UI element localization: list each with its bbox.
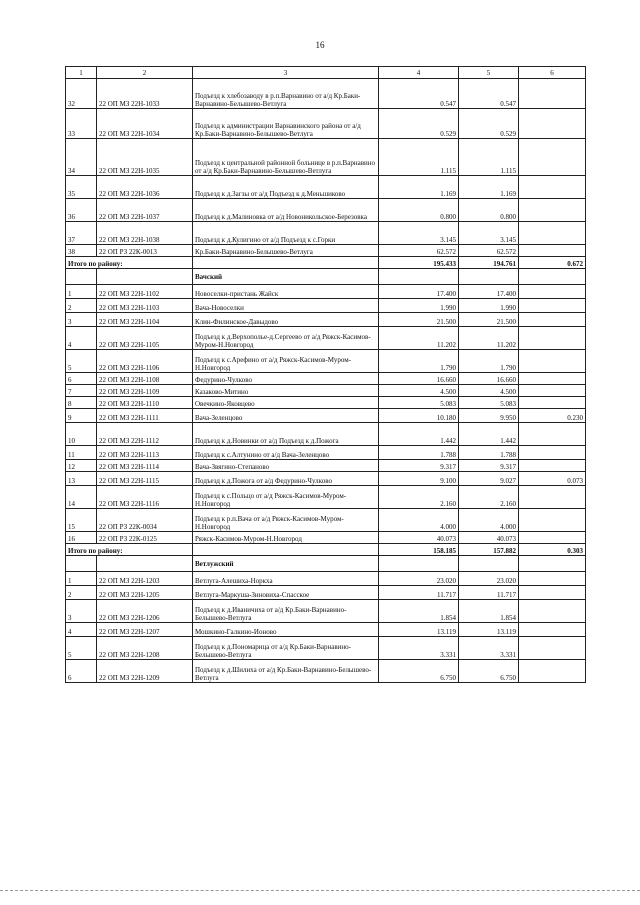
road-name: Подъезд к администрации Варнавинского района от а/д Кр.Баки-Варнавино-Белышево-Ветлуга [193,109,379,139]
length-col5: 1.788 [459,446,519,460]
length-total: 6.750 [379,660,459,683]
length-total: 40.073 [379,532,459,544]
road-id: 22 ОП МЗ 22Н-1102 [97,285,193,299]
total-length: 158.185 [379,544,459,556]
road-name: Федурино-Чулково [193,373,379,385]
length-col6 [519,509,586,532]
table-row [66,385,586,397]
length-col6: 0.230 [519,409,586,423]
scan-edge-line [0,890,640,893]
empty-cell [66,269,97,285]
row-number: 4 [66,623,97,637]
table-row [66,176,586,199]
length-col6 [519,397,586,409]
length-col5: 1.169 [459,176,519,199]
length-col5: 1.854 [459,600,519,623]
road-id: 22 ОП МЗ 22Н-1033 [97,79,193,109]
empty-cell [97,269,193,285]
table-row [66,423,586,446]
district-name: Ветлужский [193,556,379,572]
road-id: 22 ОП МЗ 22Н-1209 [97,660,193,683]
empty-cell [66,556,97,572]
road-name: Подъезд к д.Шилиха от а/д Кр.Баки-Варнавино-Белышево-Ветлуга [193,660,379,683]
table-row [66,199,586,222]
row-number: 2 [66,586,97,600]
road-name: Казаково-Митино [193,385,379,397]
road-id: 22 ОП РЗ 22К-0034 [97,509,193,532]
table-row [66,472,586,486]
table-row [66,327,586,350]
district-total-row [66,257,586,269]
road-name: Подъезд к д.Пожога от а/д Федурино-Чулково [193,472,379,486]
empty-cell [459,556,519,572]
row-number: 14 [66,486,97,509]
length-total: 3.145 [379,222,459,245]
row-number: 5 [66,350,97,373]
length-total: 5.083 [379,397,459,409]
length-col5: 6.750 [459,660,519,683]
road-id: 22 ОП МЗ 22Н-1116 [97,486,193,509]
length-total: 1.169 [379,176,459,199]
table-row [66,222,586,245]
road-name: Мошкино-Галкино-Ионово [193,623,379,637]
row-number: 7 [66,385,97,397]
table-row [66,509,586,532]
table-row [66,460,586,472]
row-number: 6 [66,660,97,683]
length-col6 [519,660,586,683]
road-name: Подъезд к р.п.Вача от а/д Ряжск-Касимов-Муром-Н.Новгород [193,509,379,532]
length-col6: 0.073 [519,472,586,486]
row-number: 6 [66,373,97,385]
road-id: 22 ОП МЗ 22Н-1203 [97,572,193,586]
length-col6 [519,385,586,397]
total-label: Итого по району: [66,544,193,556]
total-empty [193,257,379,269]
empty-cell [379,556,459,572]
table-row [66,486,586,509]
length-col5: 4.000 [459,509,519,532]
table-row [66,109,586,139]
length-total: 17.400 [379,285,459,299]
road-id: 22 ОП МЗ 22Н-1109 [97,385,193,397]
row-number: 3 [66,600,97,623]
road-name: Клин-Филинское-Давыдово [193,313,379,327]
total-label: Итого по району: [66,257,193,269]
road-id: 22 ОП МЗ 22Н-1034 [97,109,193,139]
table-header-row [66,67,586,79]
road-id: 22 ОП МЗ 22Н-1207 [97,623,193,637]
length-col6 [519,327,586,350]
table-row [66,397,586,409]
table-row [66,245,586,257]
table-row [66,299,586,313]
total-col6: 0.672 [519,257,586,269]
length-col6 [519,109,586,139]
length-col6 [519,373,586,385]
length-col5: 0.529 [459,109,519,139]
row-number: 3 [66,313,97,327]
table-row [66,79,586,109]
length-total: 13.119 [379,623,459,637]
road-name: Вача-Зеленцово [193,409,379,423]
length-col5: 1.790 [459,350,519,373]
road-name: Подъезд к с.Алтунино от а/д Вача-Зеленцово [193,446,379,460]
row-number: 5 [66,637,97,660]
roads-table-body [66,67,586,683]
road-name: Овечкино-Яковцево [193,397,379,409]
road-name: Подъезд к д.Пономарица от а/д Кр.Баки-Варнавино-Белышево-Ветлуга [193,637,379,660]
road-name: Подъезд к с.Польцо от а/д Ряжск-Касимов-Муром-Н.Новгород [193,486,379,509]
road-name: Ряжск-Касимов-Муром-Н.Новгород [193,532,379,544]
length-col6 [519,623,586,637]
road-id: 22 ОП РЗ 22К-0013 [97,245,193,257]
row-number: 37 [66,222,97,245]
row-number: 16 [66,532,97,544]
road-id: 22 ОП МЗ 22Н-1205 [97,586,193,600]
table-row [66,350,586,373]
length-total: 4.500 [379,385,459,397]
length-col5: 3.145 [459,222,519,245]
length-col6 [519,245,586,257]
length-col5: 11.202 [459,327,519,350]
length-total: 1.854 [379,600,459,623]
length-col6 [519,486,586,509]
length-col5: 1.990 [459,299,519,313]
row-number: 35 [66,176,97,199]
length-total: 1.790 [379,350,459,373]
road-name: Подъезд к хлебозаводу в р.п.Варнавино от а/д Кр.Баки-Варнавино-Белышево-Ветлуга [193,79,379,109]
table-row [66,532,586,544]
length-col5: 1.115 [459,139,519,176]
road-name: Подъезд к д.Новинки от а/д Подъезд к д.Пожога [193,423,379,446]
road-name: Ветлуга-Маркуша-Зиновиха-Спасское [193,586,379,600]
header-cell: 6 [519,67,586,79]
length-col5: 3.331 [459,637,519,660]
length-total: 0.800 [379,199,459,222]
road-name: Подъезд к д.Загзы от а/д Подъезд к д.Меньшиково [193,176,379,199]
road-name: Кр.Баки-Варнавино-Белышево-Ветлуга [193,245,379,257]
length-col6 [519,176,586,199]
length-col5: 4.500 [459,385,519,397]
length-total: 11.202 [379,327,459,350]
row-number: 1 [66,572,97,586]
district-header-row [66,556,586,572]
row-number: 4 [66,327,97,350]
length-total: 16.660 [379,373,459,385]
road-name: Подъезд к д.Кулигино от а/д Подъезд к с.Горки [193,222,379,245]
row-number: 11 [66,446,97,460]
table-row [66,572,586,586]
total-col5: 157.882 [459,544,519,556]
length-col6 [519,285,586,299]
length-col5: 0.800 [459,199,519,222]
length-total: 11.717 [379,586,459,600]
road-id: 22 ОП МЗ 22Н-1038 [97,222,193,245]
length-col6 [519,222,586,245]
road-id: 22 ОП МЗ 22Н-1106 [97,350,193,373]
length-total: 0.547 [379,79,459,109]
road-id: 22 ОП МЗ 22Н-1113 [97,446,193,460]
length-col6 [519,313,586,327]
length-col5: 16.660 [459,373,519,385]
empty-cell [379,269,459,285]
length-col5: 17.400 [459,285,519,299]
length-col5: 0.547 [459,79,519,109]
road-name: Вача-Новоселки [193,299,379,313]
length-total: 1.990 [379,299,459,313]
road-id: 22 ОП МЗ 22Н-1103 [97,299,193,313]
length-total: 0.529 [379,109,459,139]
road-id: 22 ОП МЗ 22Н-1111 [97,409,193,423]
road-id: 22 ОП МЗ 22Н-1206 [97,600,193,623]
road-name: Новоселки-пристань Жайск [193,285,379,299]
length-col6 [519,600,586,623]
length-col5: 2.160 [459,486,519,509]
table-row [66,637,586,660]
length-col6 [519,423,586,446]
road-id: 22 ОП МЗ 22Н-1114 [97,460,193,472]
length-col6 [519,446,586,460]
length-total: 1.788 [379,446,459,460]
district-total-row [66,544,586,556]
row-number: 38 [66,245,97,257]
row-number: 34 [66,139,97,176]
table-row [66,600,586,623]
table-row [66,623,586,637]
district-name: Вачский [193,269,379,285]
length-total: 3.331 [379,637,459,660]
road-name: Подъезд к д.Малиновка от а/д Новоникольское-Березовка [193,199,379,222]
row-number: 33 [66,109,97,139]
length-col6 [519,299,586,313]
road-id: 22 ОП МЗ 22Н-1036 [97,176,193,199]
table-row [66,139,586,176]
empty-cell [519,556,586,572]
total-length: 195.433 [379,257,459,269]
length-col5: 40.073 [459,532,519,544]
road-name: Подъезд к д.Верхополье-д.Сергеево от а/д Ряжск-Касимов-Муром-Н.Новгород [193,327,379,350]
length-col5: 9.027 [459,472,519,486]
length-col6 [519,79,586,109]
length-col6 [519,350,586,373]
road-id: 22 ОП МЗ 22Н-1108 [97,373,193,385]
row-number: 12 [66,460,97,472]
row-number: 36 [66,199,97,222]
road-id: 22 ОП МЗ 22Н-1037 [97,199,193,222]
length-col5: 9.950 [459,409,519,423]
row-number: 2 [66,299,97,313]
length-total: 1.115 [379,139,459,176]
length-col5: 1.442 [459,423,519,446]
length-col5: 21.500 [459,313,519,327]
length-total: 9.100 [379,472,459,486]
total-col5: 194.761 [459,257,519,269]
road-name: Подъезд к центральной районной больнице в р.п.Варнавино от а/д Кр.Баки-Варнавино-Белышево-Ветлуга [193,139,379,176]
road-id: 22 ОП МЗ 22Н-1115 [97,472,193,486]
header-cell: 4 [379,67,459,79]
length-total: 1.442 [379,423,459,446]
table-row [66,285,586,299]
road-id: 22 ОП МЗ 22Н-1110 [97,397,193,409]
road-name: Ветлуга-Алешиха-Норкха [193,572,379,586]
row-number: 1 [66,285,97,299]
row-number: 13 [66,472,97,486]
length-total: 62.572 [379,245,459,257]
length-col6 [519,139,586,176]
table-row [66,373,586,385]
length-col5: 11.717 [459,586,519,600]
length-col6 [519,586,586,600]
length-total: 21.500 [379,313,459,327]
length-col5: 5.083 [459,397,519,409]
length-col5: 9.317 [459,460,519,472]
table-row [66,409,586,423]
length-col6 [519,532,586,544]
length-col6 [519,460,586,472]
length-col5: 23.020 [459,572,519,586]
road-name: Подъезд к д.Иваничиха от а/д Кр.Баки-Варнавино-Белышево-Ветлуга [193,600,379,623]
length-col5: 13.119 [459,623,519,637]
roads-table [65,66,586,683]
length-col6 [519,572,586,586]
length-col6 [519,637,586,660]
road-id: 22 ОП МЗ 22Н-1035 [97,139,193,176]
page-number: 16 [315,40,325,50]
row-number: 32 [66,79,97,109]
row-number: 15 [66,509,97,532]
road-name: Вача-Звягино-Степаново [193,460,379,472]
district-header-row [66,269,586,285]
total-empty [193,544,379,556]
header-cell: 5 [459,67,519,79]
table-row [66,313,586,327]
total-col6: 0.303 [519,544,586,556]
length-col5: 62.572 [459,245,519,257]
header-cell: 3 [193,67,379,79]
header-cell: 2 [97,67,193,79]
road-id: 22 ОП МЗ 22Н-1208 [97,637,193,660]
length-total: 4.000 [379,509,459,532]
empty-cell [459,269,519,285]
road-id: 22 ОП МЗ 22Н-1105 [97,327,193,350]
header-cell: 1 [66,67,97,79]
table-row [66,660,586,683]
row-number: 10 [66,423,97,446]
empty-cell [97,556,193,572]
length-total: 10.180 [379,409,459,423]
empty-cell [519,269,586,285]
road-name: Подъезд к с.Арефино от а/д Ряжск-Касимов-Муром-Н.Новгород [193,350,379,373]
road-id: 22 ОП МЗ 22Н-1104 [97,313,193,327]
row-number: 9 [66,409,97,423]
table-row [66,446,586,460]
road-id: 22 ОП РЗ 22К-0125 [97,532,193,544]
length-total: 9.317 [379,460,459,472]
table-row [66,586,586,600]
length-total: 23.020 [379,572,459,586]
length-total: 2.160 [379,486,459,509]
length-col6 [519,199,586,222]
row-number: 8 [66,397,97,409]
road-id: 22 ОП МЗ 22Н-1112 [97,423,193,446]
